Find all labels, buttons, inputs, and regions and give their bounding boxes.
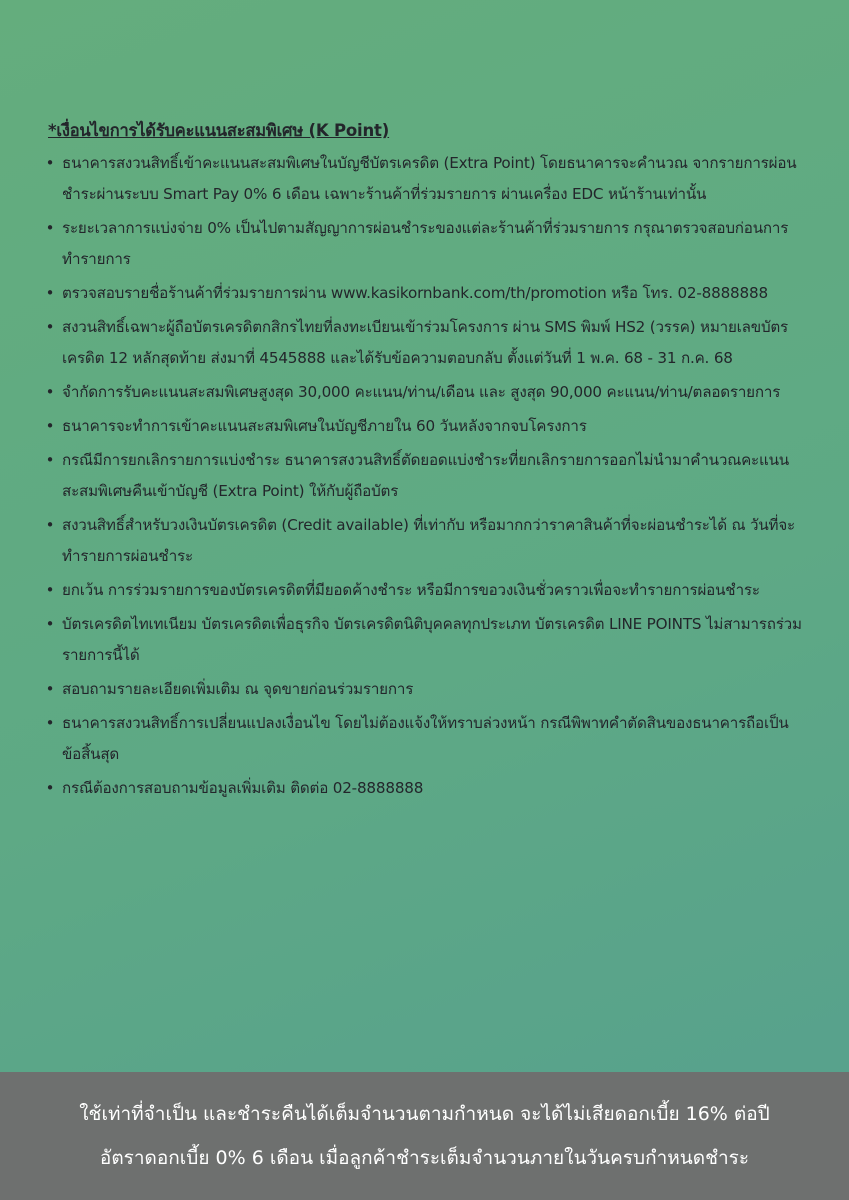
terms-item	[44, 148, 804, 210]
terms-item	[44, 773, 804, 804]
terms-item	[44, 278, 804, 309]
bullet-icon: •	[45, 581, 55, 599]
bullet-icon: •	[45, 219, 55, 237]
footer-line-2: อัตราดอกเบี้ย 0% 6 เดือน เมื่อลูกค้าชำระเต็มจำนวนภายในวันครบกำหนดชำระ	[99, 1147, 750, 1169]
terms-item	[44, 510, 804, 572]
terms-item-text: สอบถามรายละเอียดเพิ่มเติม ณ จุดขายก่อนร่วมรายการ	[62, 680, 414, 698]
terms-item-text: ตรวจสอบรายชื่อร้านค้าที่ร่วมรายการผ่าน www.kasikornbank.com/th/promotion หรือ โทร. 02-8888888	[62, 284, 768, 302]
terms-item-text: สงวนสิทธิ์เฉพาะผู้ถือบัตรเครดิตกสิกรไทยที่ลงทะเบียนเข้าร่วมโครงการ ผ่าน SMS พิมพ์ HS2 (วรรค) หมายเลขบัตรเครดิต 12 หลักสุดท้าย ส่งมาที่ 4545888 และได้รับข้อความตอบกลับ ตั้งแต่วันที่ 1 พ.ค. 68 - 31 ก.ค. 68	[62, 318, 789, 367]
terms-item-text: บัตรเครดิตไทเทเนียม บัตรเครดิตเพื่อธุรกิจ บัตรเครดิตนิติบุคคลทุกประเภท บัตรเครดิต LINE POINTS ไม่สามารถร่วมรายการนี้ได้	[62, 615, 802, 664]
terms-item-text: สงวนสิทธิ์สำหรับวงเงินบัตรเครดิต (Credit available) ที่เท่ากับ หรือมากกว่าราคาสินค้าที่จะผ่อนชำระได้ ณ วันที่จะทำรายการผ่อนชำระ	[62, 516, 795, 565]
bullet-icon: •	[45, 451, 55, 469]
terms-item	[44, 411, 804, 442]
bullet-icon: •	[45, 417, 55, 435]
terms-item	[44, 312, 804, 374]
bullet-icon: •	[45, 680, 55, 698]
terms-item	[44, 445, 804, 507]
terms-section	[44, 118, 804, 807]
terms-item	[44, 575, 804, 606]
terms-item-text: ระยะเวลาการแบ่งจ่าย 0% เป็นไปตามสัญญาการผ่อนชำระของแต่ละร้านค้าที่ร่วมรายการ กรุณาตรวจสอบก่อนการทำรายการ	[62, 219, 789, 268]
terms-item	[44, 708, 804, 770]
footer-disclaimer	[0, 1072, 849, 1200]
bullet-icon: •	[45, 714, 55, 732]
terms-item-text: กรณีมีการยกเลิกรายการแบ่งชำระ ธนาคารสงวนสิทธิ์ตัดยอดแบ่งชำระที่ยกเลิกรายการออกไม่นำมาคำนวณคะแนนสะสมพิเศษคืนเข้าบัญชี (Extra Point) ให้กับผู้ถือบัตร	[62, 451, 789, 500]
terms-list	[44, 148, 804, 804]
bullet-icon: •	[45, 615, 55, 633]
bullet-icon: •	[45, 318, 55, 336]
terms-title: *เงื่อนไขการได้รับคะแนนสะสมพิเศษ (K Point)	[48, 121, 390, 140]
terms-item-text: ธนาคารสงวนสิทธิ์เข้าคะแนนสะสมพิเศษในบัญชีบัตรเครดิต (Extra Point) โดยธนาคารจะคำนวณ จากรายการผ่อนชำระผ่านระบบ Smart Pay 0% 6 เดือน เฉพาะร้านค้าที่ร่วมรายการ ผ่านเครื่อง EDC หน้าร้านเท่านั้น	[62, 154, 797, 203]
terms-item	[44, 609, 804, 671]
terms-item-text: ยกเว้น การร่วมรายการของบัตรเครดิตที่มียอดค้างชำระ หรือมีการขอวงเงินชั่วคราวเพื่อจะทำรายการผ่อนชำระ	[62, 581, 760, 599]
terms-item-text: ธนาคารสงวนสิทธิ์การเปลี่ยนแปลงเงื่อนไข โดยไม่ต้องแจ้งให้ทราบล่วงหน้า กรณีพิพาทคำตัดสินของธนาคารถือเป็นข้อสิ้นสุด	[62, 714, 789, 763]
terms-item-text: จำกัดการรับคะแนนสะสมพิเศษสูงสุด 30,000 คะแนน/ท่าน/เดือน และ สูงสุด 90,000 คะแนน/ท่าน/ตลอดรายการ	[62, 383, 781, 401]
terms-item-text: ธนาคารจะทำการเข้าคะแนนสะสมพิเศษในบัญชีภายใน 60 วันหลังจากจบโครงการ	[62, 417, 587, 435]
bullet-icon: •	[45, 284, 55, 302]
terms-item	[44, 674, 804, 705]
terms-item-text: กรณีต้องการสอบถามข้อมูลเพิ่มเติม ติดต่อ 02-8888888	[62, 779, 424, 797]
terms-item	[44, 377, 804, 408]
bullet-icon: •	[45, 516, 55, 534]
bullet-icon: •	[45, 779, 55, 797]
bullet-icon: •	[45, 383, 55, 401]
terms-item	[44, 213, 804, 275]
bullet-icon: •	[45, 154, 55, 172]
footer-line-1: ใช้เท่าที่จำเป็น และชำระคืนได้เต็มจำนวนตามกำหนด จะได้ไม่เสียดอกเบี้ย 16% ต่อปี	[79, 1103, 770, 1125]
